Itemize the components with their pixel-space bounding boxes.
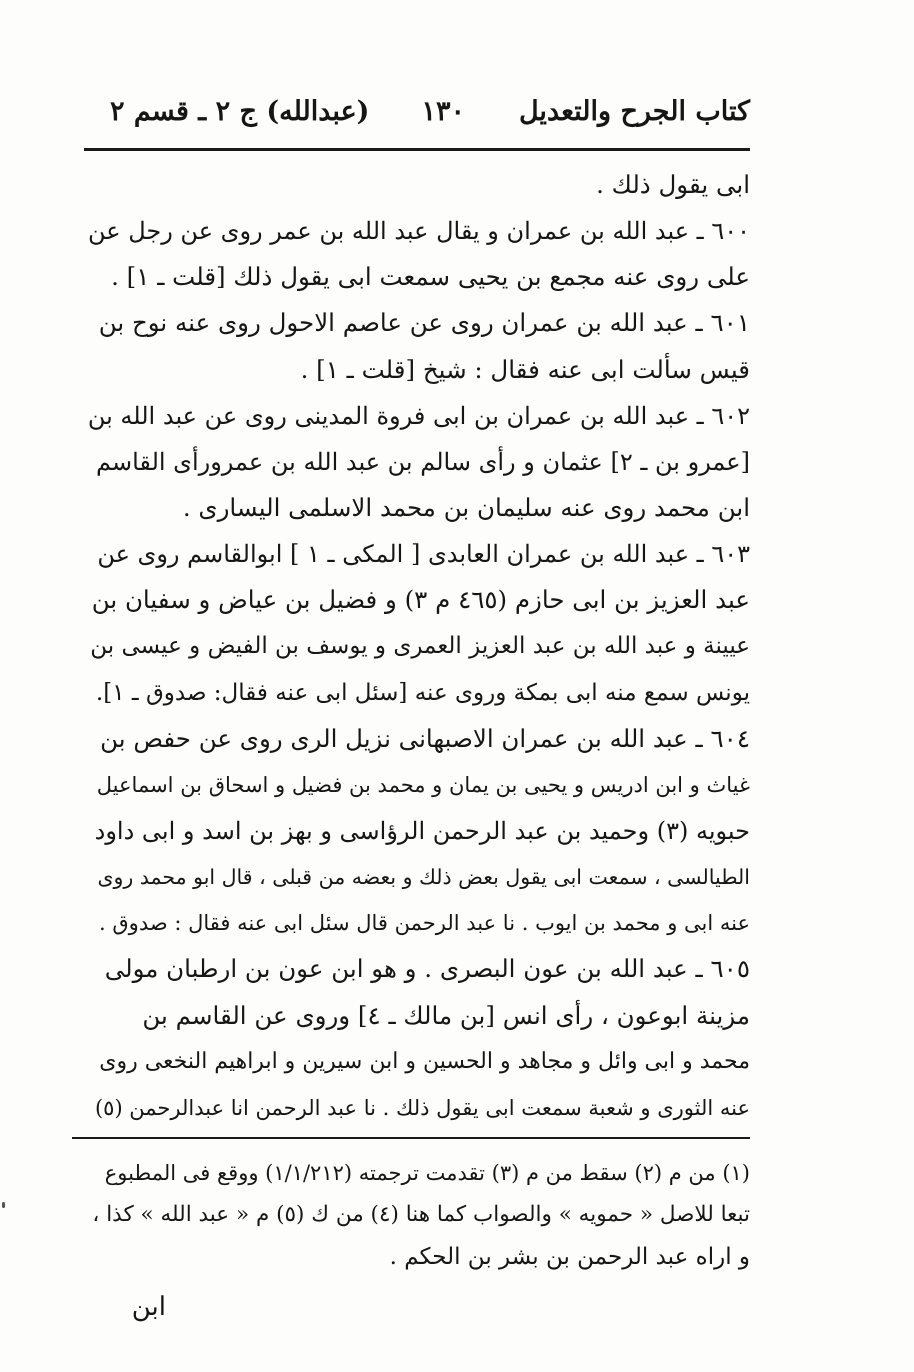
text-line: عبد العزيز بن ابى حازم (٤٦٥ م ٣) و فضيل بن عياض و سفيان بن (91, 585, 750, 615)
main-text (88, 162, 750, 1131)
entry-605-line: ٦٠٥ ـ عبد الله بن عون البصرى . و هو ابن عون بن ارطبان مولى (104, 954, 750, 984)
entry-603-line: ٦٠٣ ـ عبد الله بن عمران العابدى [ المكى ـ ١ ] ابوالقاسم روى عن (97, 540, 750, 569)
book-title: كتاب الجرح والتعديل (518, 96, 750, 127)
text-line: مزينة ابوعون ، رأى انس [بن مالك ـ ٤] وروى عن القاسم بن (142, 1000, 750, 1030)
text-line: حبويه (٣) وحميد بن عبد الرحمن الرؤاسى و بهز بن اسد و ابى داود (94, 816, 750, 845)
page-number: ١٣٠ (421, 96, 465, 127)
text-line: الطيالسى ، سمعت ابى يقول بعض ذلك و بعضه من قبلى ، قال ابو محمد روى (97, 865, 750, 890)
footnote-line: و اراه عبد الرحمن بن بشر بن الحكم . (389, 1244, 750, 1270)
text-line: على روى عنه مجمع بن يحيى سمعت ابى يقول ذلك [قلت ـ ١] . (111, 262, 750, 292)
text-line: قيس سألت ابى عنه فقال : شيخ [قلت ـ ١] . (300, 354, 750, 384)
margin-mark (2, 1202, 5, 1208)
footnote-line: (١) من م (٢) سقط من م (٣) تقدمت ترجمته (١/١/٢١٢) ووقع فى المطبوع (104, 1161, 750, 1185)
footnotes (92, 1152, 750, 1278)
text-line: عيينة و عبد الله بن عبد العزيز العمرى و يوسف بن الفيض و عيسى بن (90, 633, 750, 660)
entry-604-line: ٦٠٤ ـ عبد الله بن عمران الاصبهانى نزيل الرى روى عن حفص بن (100, 723, 750, 753)
text-line: ابن محمد روى عنه سليمان بن محمد الاسلمى اليسارى . (182, 492, 750, 522)
entry-602-line: ٦٠٢ ـ عبد الله بن عمران بن ابى فروة المدينى روى عن عبد الله بن (88, 401, 750, 430)
entry-601-line: ٦٠١ ـ عبد الله بن عمران روى عن عاصم الاحول روى عنه نوح بن (98, 308, 750, 338)
footnote-line: تبعا للاصل « حمويه » والصواب كما هنا (٤) من ك (٥) م « عبد الله » كذا ، (92, 1202, 750, 1227)
text-line: [عمرو بن ـ ٢] عثمان و رأى سالم بن عبد الله بن عمرورأى القاسم (96, 447, 750, 476)
catchword: ابن (131, 1292, 166, 1322)
section-label: (عبدالله) ج ٢ ـ قسم ٢ (110, 96, 370, 127)
text-line: محمد و ابى وائل و مجاهد و الحسين و ابن سيرين و ابراهيم النخعى روى (99, 1048, 750, 1074)
text-line: عنه ابى و محمد بن ايوب . نا عبد الرحمن قال سئل ابى عنه فقال : صدوق . (99, 911, 750, 936)
text-line: غياث و ابن ادريس و يحيى بن يمان و محمد بن فضيل و اسحاق بن اسماعيل (96, 772, 750, 797)
footnote-rule (72, 1137, 750, 1139)
running-header (110, 96, 750, 136)
header-rule (84, 148, 750, 151)
text-line: يونس سمع منه ابى بمكة وروى عنه [سئل ابى عنه فقال: صدوق ـ ١]. (95, 679, 750, 706)
text-line: عنه الثورى و شعبة سمعت ابى يقول ذلك . نا عبد الرحمن انا عبدالرحمن (٥) (94, 1095, 750, 1120)
text-line: ابى يقول ذلك . (596, 170, 750, 199)
entry-600-line: ٦٠٠ ـ عبد الله بن عمران و يقال عبد الله بن عمر روى عن رجل عن (88, 217, 750, 246)
